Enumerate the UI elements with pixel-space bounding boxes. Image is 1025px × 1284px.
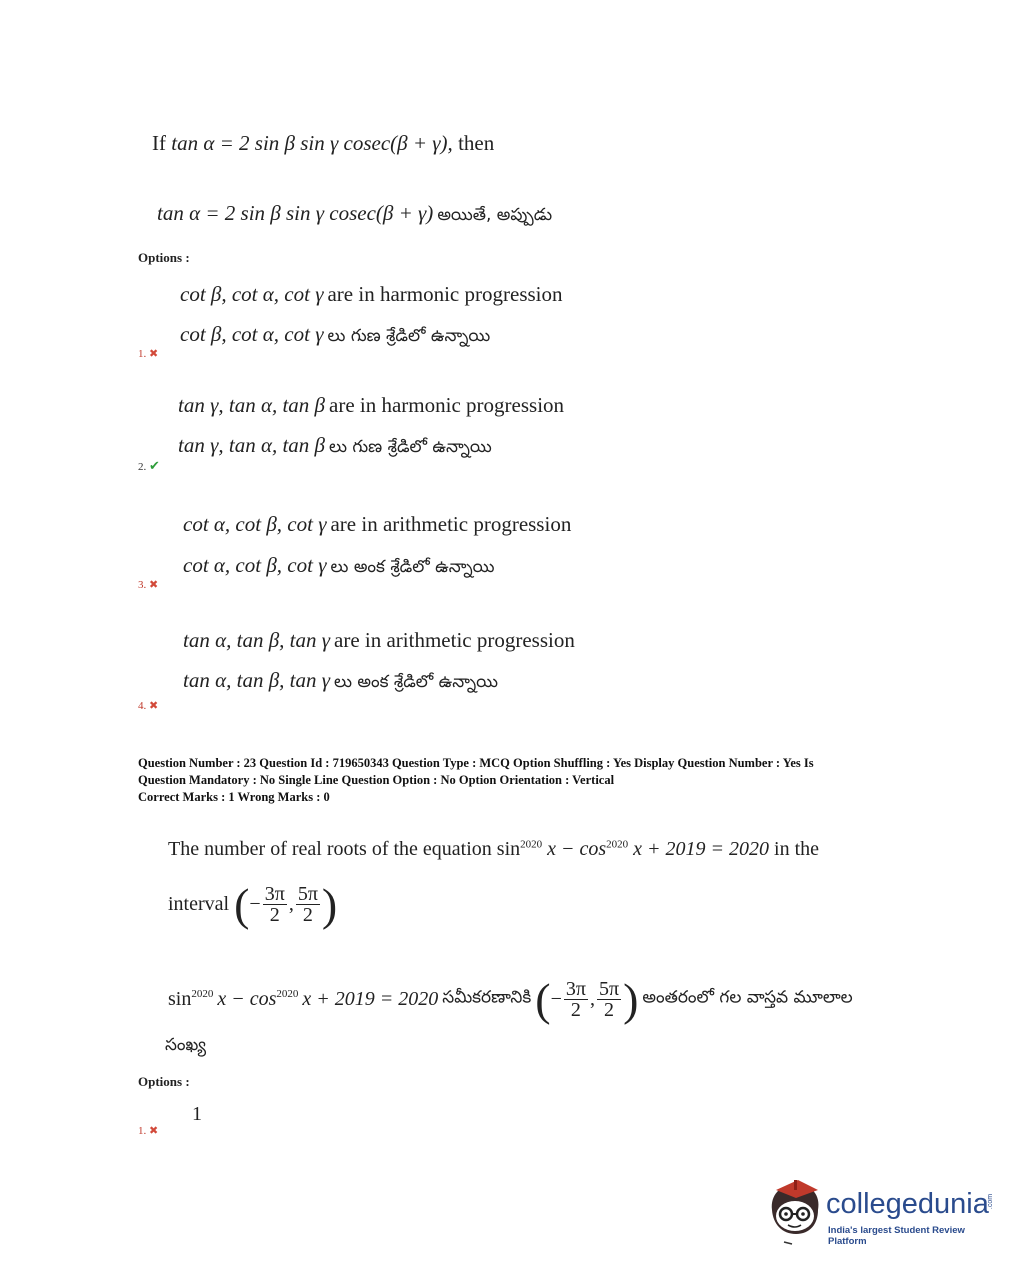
fraction-3pi-2: [564, 979, 588, 1020]
option-math: cot α, cot β, cot γ: [183, 512, 327, 536]
frac-num: 5π: [297, 883, 318, 905]
logo-name: collegedunia: [826, 1188, 989, 1220]
exponent: 2020: [520, 838, 543, 851]
q22-suffix: then: [458, 131, 495, 155]
frac-num: 5π: [598, 978, 620, 1000]
option-math: cot α, cot β, cot γ: [183, 553, 327, 577]
q22-te-formula: tan α = 2 sin β sin γ cosec(β + γ): [157, 201, 434, 225]
q22-formula: tan α = 2 sin β sin γ cosec(β + γ),: [171, 131, 453, 155]
option-text: are in harmonic progression: [329, 393, 565, 417]
wrong-mark-icon: ✖: [149, 348, 159, 360]
option-text: are in harmonic progression: [327, 282, 563, 306]
correct-check-icon: ✔: [149, 458, 160, 473]
minus-sign: −: [249, 893, 261, 915]
option-math: tan α, tan β, tan γ: [183, 628, 331, 652]
option-math: cot β, cot α, cot γ: [180, 282, 324, 306]
option-text: are in arithmetic progression: [330, 512, 572, 536]
q23-text-b: in the: [774, 838, 820, 860]
q22-telugu-stem: [157, 201, 552, 229]
option-text-telugu: లు అంక శ్రేడిలో ఉన్నాయి: [334, 672, 498, 692]
meta-line-1: Question Number : 23 Question Id : 719650343 Question Type : MCQ Option Shuffling : Yes Display Question Number : Yes Is: [138, 756, 814, 770]
q23-options-label: Options :: [138, 1074, 190, 1089]
option-math: tan α, tan β, tan γ: [183, 668, 331, 692]
x-plus-constant: x + 2019 = 2020: [302, 988, 439, 1010]
mascot-icon: [766, 1176, 826, 1248]
q22-options-label: Options :: [138, 250, 190, 265]
frac-den: 2: [302, 904, 313, 926]
option-text-telugu: లు అంక శ్రేడిలో ఉన్నాయి: [330, 557, 495, 577]
wrong-mark-icon: ✖: [149, 579, 159, 591]
right-paren: ): [623, 974, 639, 1025]
left-paren: (: [535, 974, 551, 1025]
comma: ,: [589, 988, 595, 1010]
q23-english-line-2: [168, 878, 337, 931]
exponent: 2020: [276, 987, 299, 1000]
sin: sin: [496, 838, 521, 860]
wrong-mark-icon: ✖: [149, 1125, 159, 1137]
option-number: 1.: [138, 348, 147, 360]
q23-telugu-line-1: [168, 973, 853, 1026]
option-text-telugu: లు గుణ శ్రేడిలో ఉన్నాయి: [329, 437, 492, 457]
q22-option-4-en: [183, 628, 575, 653]
q22-prefix: If: [152, 131, 166, 155]
option-number: 4.: [138, 700, 147, 712]
x-minus-cos: x − cos: [547, 838, 607, 860]
sin: sin: [168, 988, 192, 1010]
fraction-5pi-2: [597, 979, 621, 1020]
logo-tagline: India's largest Student Review Platform: [828, 1225, 965, 1247]
frac-den: 2: [570, 999, 581, 1021]
te-equation-word: సమీకరణానికి: [442, 987, 532, 1008]
interval-word: interval: [168, 893, 230, 915]
frac-den: 2: [269, 904, 280, 926]
option-text-telugu: లు గుణ శ్రేడిలో ఉన్నాయి: [327, 326, 491, 346]
q22-option-1-number: [138, 347, 158, 360]
fraction-5pi-2: [296, 884, 320, 925]
q22-option-4-te: [183, 668, 498, 696]
q23-option-1-number: [138, 1124, 158, 1137]
q22-option-1-en: [180, 282, 563, 307]
frac-den: 2: [604, 999, 614, 1021]
logo-com: .com: [987, 1193, 995, 1210]
x-minus-cos: x − cos: [217, 988, 277, 1010]
q22-option-2-en: [178, 393, 564, 418]
q23-option-1-value: 1: [192, 1103, 202, 1125]
q23-english-line-1: [168, 838, 819, 861]
q22-option-3-number: [138, 578, 158, 591]
minus-sign: −: [550, 988, 562, 1010]
q23-text-a: The number of real roots of the equation: [168, 838, 492, 860]
option-text: are in arithmetic progression: [334, 628, 575, 652]
q22-option-3-en: [183, 512, 571, 537]
te-interval-text: అంతరంలో గల వాస్తవ మూలాల: [642, 987, 853, 1008]
q22-option-1-te: [180, 322, 490, 350]
left-paren: (: [234, 879, 250, 930]
q22-option-2-number: [138, 458, 160, 474]
q22-option-2-te: [178, 433, 492, 461]
q22-option-3-te: [183, 553, 494, 581]
exponent: 2020: [606, 838, 629, 851]
option-math: tan γ, tan α, tan β: [178, 393, 326, 417]
meta-line-2: Question Mandatory : No Single Line Question Option : No Option Orientation : Vertical: [138, 773, 615, 787]
comma: ,: [288, 893, 294, 915]
option-math: tan γ, tan α, tan β: [178, 433, 326, 457]
q22-option-4-number: [138, 699, 158, 712]
option-number: 3.: [138, 579, 147, 591]
q23-metadata: [138, 755, 814, 806]
option-number: 2.: [138, 461, 147, 473]
right-paren: ): [321, 879, 338, 930]
exponent: 2020: [191, 987, 214, 1000]
option-math: cot β, cot α, cot γ: [180, 322, 324, 346]
q22-english-stem: [152, 131, 494, 156]
q22-te-suffix: అయితే, అప్పుడు: [437, 205, 553, 225]
wrong-mark-icon: ✖: [149, 700, 159, 712]
q23-telugu-line-2: సంఖ్య: [165, 1035, 206, 1055]
collegedunia-logo[interactable]: [766, 1176, 996, 1248]
frac-num: 3π: [565, 978, 586, 1000]
fraction-3pi-2: [263, 884, 287, 925]
frac-num: 3π: [264, 883, 285, 905]
meta-line-3: Correct Marks : 1 Wrong Marks : 0: [138, 790, 330, 804]
x-plus-constant: x + 2019 = 2020: [633, 838, 770, 860]
option-number: 1.: [138, 1125, 147, 1137]
